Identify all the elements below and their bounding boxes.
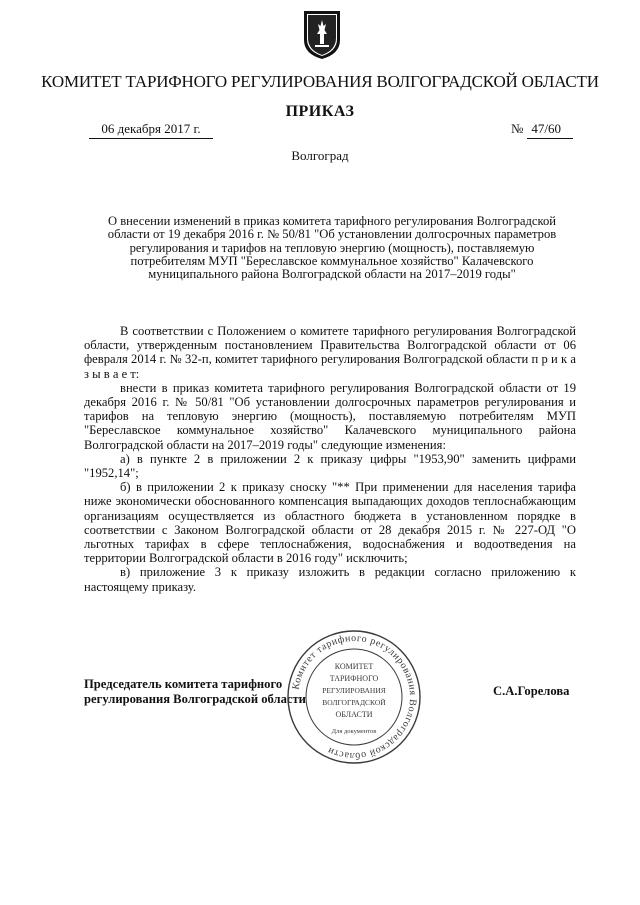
stamp-bottom-text: Для документов xyxy=(331,728,377,735)
committee-name: КОМИТЕТ ТАРИФНОГО РЕГУЛИРОВАНИЯ ВОЛГОГРАДСКОЙ ОБЛАСТИ xyxy=(41,72,599,91)
volgograd-coat-of-arms-icon xyxy=(303,10,341,60)
signatory-title-line-1: Председатель комитета тарифного xyxy=(84,677,283,691)
item-b: б) в приложении 2 к приказу сноску "** При применении для населения тарифа ниже экономически обоснованного компенсация выпадающих доходов теплоснабжающим организациям осуществляется из областного бюджета в установленном порядке в соответствии с Законом Волгоградской области от 28 декабря 2015 г. № 227-ОД "О льготных тарифах в сфере теплоснабжения, водоснабжения и водоотведения на территории Волгоградской области в 2016 году" исключить; xyxy=(84,480,576,566)
stamp-line-4: ВОЛГОГРАДСКОЙ xyxy=(322,698,386,707)
stamp-line-3: РЕГУЛИРОВАНИЯ xyxy=(322,686,386,695)
number-sign: № xyxy=(511,121,524,136)
preamble-paragraph: В соответствии с Положением о комитете тарифного регулирования Волгоградской области, утвержденным постановлением Правительства Волгоградской области от 06 февраля 2014 г. № 32-п, комитет тарифного регулирования Волгоградской области п р и к а з ы в а е т: xyxy=(84,324,576,381)
order-subject: О внесении изменений в приказ комитета тарифного регулирования Волгоградской области от 19 декабря 2016 г. № 50/81 "Об установлении долгосрочных параметров регулирования и тарифов на тепловую энергию (мощность), поставляемую потребителям МУП "Береславское коммунальное хозяйство" Калачевского муниципального района Волгоградской области на 2017–2019 годы" xyxy=(107,214,557,282)
signatory-name: С.А.Горелова xyxy=(493,684,570,698)
directive-paragraph: внести в приказ комитета тарифного регулирования Волгоградской области от 19 декабря 2016 г. № 50/81 "Об установлении долгосрочных параметров регулирования и тарифов на тепловую энергию (мощность), поставляемую потребителям МУП "Береславское коммунальное хозяйство" Калачевского муниципального района Волгоградской области на 2017–2019 годы" следующие изменения: xyxy=(84,380,576,452)
official-stamp xyxy=(285,628,423,766)
city: Волгоград xyxy=(291,148,349,163)
item-a: а) в пункте 2 в приложении 2 к приказу цифры "1953,90" заменить цифрами "1952,14"; xyxy=(84,451,576,481)
stamp-line-2: ТАРИФНОГО xyxy=(329,674,379,683)
order-title: ПРИКАЗ xyxy=(285,103,355,120)
stamp-line-5: ОБЛАСТИ xyxy=(335,710,373,719)
order-date: 06 декабря 2017 г. xyxy=(89,121,213,139)
stamp-outer-ring-text: Комитет тарифного регулирования Волгоградской области xyxy=(290,632,419,762)
stamp-line-1: КОМИТЕТ xyxy=(334,662,374,671)
order-number-block xyxy=(511,121,573,139)
item-c: в) приложение 3 к приказу изложить в редакции согласно приложению к настоящему приказу. xyxy=(84,565,576,594)
signatory-title xyxy=(84,677,306,706)
signatory-title-line-2: регулирования Волгоградской области xyxy=(84,691,306,706)
order-body xyxy=(84,324,576,594)
order-number: 47/60 xyxy=(527,121,573,139)
